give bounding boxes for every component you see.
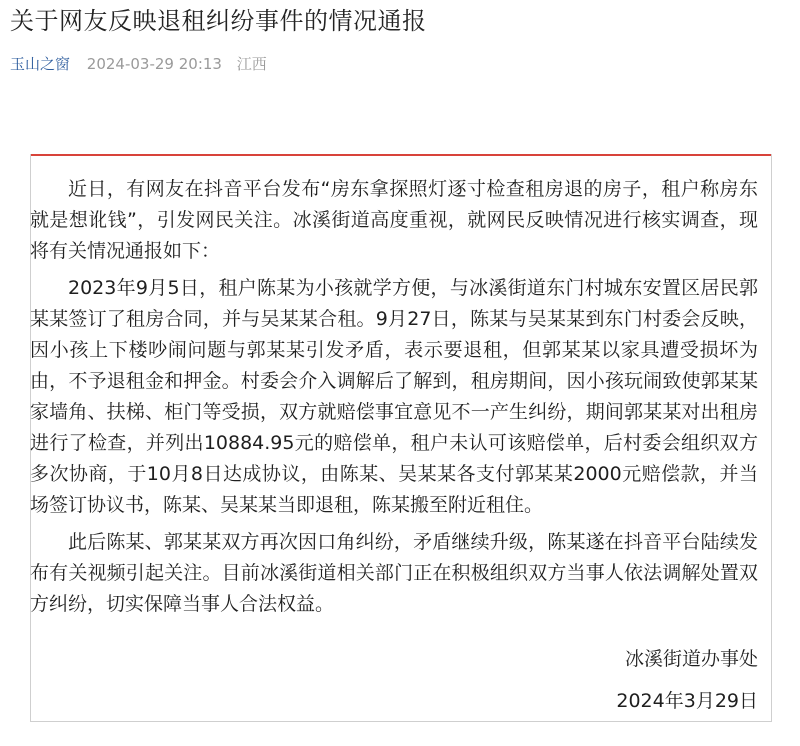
notice-paragraph-1: 近日，有网友在抖音平台发布“房东拿探照灯逐寸检查租房退的房子，租户称房东就是想讹钱”，引发网民关注。冰溪街道高度重视，就网民反映情况进行核实调查，现将有关情况通报如下：: [30, 178, 758, 262]
article-title: 关于网友反映退租纠纷事件的情况通报: [10, 7, 427, 35]
notice-date: 2024年3月29日: [616, 690, 758, 712]
notice-paragraph-2: 2023年9月5日，租户陈某为小孩就学方便，与冰溪街道东门村城东安置区居民郭某某签订了租房合同，并与吴某某合租。9月27日，陈某与吴某某到东门村委会反映，因小孩上下楼吵闹问题与郭某某引发矛盾，表示要退租，但郭某某以家具遭受损坏为由，不予退租金和押金。村委会介入调解后了解到，租房期间，因小孩玩闹致使郭某某家墙角、扶梯、柜门等受损，双方就赔偿事宜意见不一产生纠纷，期间郭某某对出租房进行了检查，并列出10884.95元的赔偿单，租户未认可该赔偿单，后村委会组织双方多次协商，于10月8日达成协议，由陈某、吴某某各支付郭某某2000元赔偿款，并当场签订协议书，陈某、吴某某当即退租，陈某搬至附近租住。: [30, 277, 758, 516]
notice-paragraph-3: 此后陈某、郭某某双方再次因口角纠纷，矛盾继续升级，陈某遂在抖音平台陆续发布有关视频引起关注。目前冰溪街道相关部门正在积极组织双方当事人依法调解处置双方纠纷，切实保障当事人合法权益。: [30, 531, 758, 615]
notice-signature: 冰溪街道办事处: [624, 648, 758, 670]
publish-time: 2024-03-29 20:13: [86, 55, 222, 73]
article-meta: [10, 52, 267, 76]
notice-body: [30, 174, 758, 624]
source-link[interactable]: 玉山之窗: [10, 55, 71, 73]
card-top-accent-line: [31, 154, 771, 156]
region-label: 江西: [236, 55, 267, 73]
